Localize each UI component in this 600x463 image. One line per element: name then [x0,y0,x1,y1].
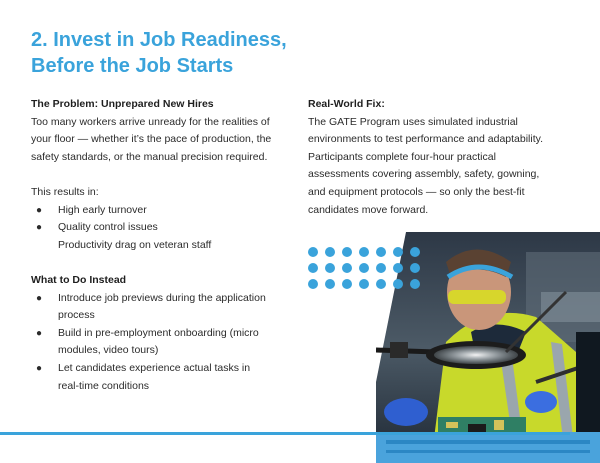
bullet-icon: ● [36,292,43,304]
results-item-text: High early turnover [58,203,147,216]
list-item [31,325,296,360]
fix-line: environments to test performance and adaptability. [308,133,544,146]
fix-line: assessments covering assembly, safety, gowning, [308,168,540,181]
problem-heading: The Problem: Unprepared New Hires [31,98,214,110]
title-line-2: Before the Job Starts [31,55,234,77]
left-column [31,96,296,395]
results-item-text: Quality control issues [58,221,158,234]
bullet-icon: ● [36,222,43,234]
list-item [31,219,296,254]
results-list [31,202,296,255]
instead-list [31,290,296,396]
problem-line: Too many workers arrive unready for the realities of [31,115,270,128]
bullet-icon: ● [36,327,43,339]
bullet-icon: ● [36,362,43,374]
fix-line: candidates move forward. [308,203,429,216]
results-intro [31,184,296,202]
bullet-icon: ● [36,204,43,216]
footer-divider [0,432,570,435]
list-item [31,360,296,395]
list-item [31,202,296,220]
results-item-text: Productivity drag on veteran staff [58,238,212,251]
instead-item-text: modules, video tours) [58,344,159,357]
fix-line: Participants complete four-hour practical [308,150,496,163]
instead-heading: What to Do Instead [31,273,127,286]
fix-line: and equipment protocols — so only the best-fit [308,185,525,198]
list-item [31,290,296,325]
instead-item-text: Let candidates experience actual tasks in [58,361,251,374]
fix-line: The GATE Program uses simulated industrial [308,115,518,128]
right-column [308,96,578,219]
decorative-dot-grid [308,247,420,289]
fix-heading: Real-World Fix: [308,98,385,110]
instead-item-text: Introduce job previews during the application [58,291,266,304]
fix-paragraph [308,114,578,220]
problem-paragraph [31,114,296,167]
page-title [31,27,351,79]
instead-item-text: process [58,309,95,322]
title-line-1: 2. Invest in Job Readiness, [31,29,287,51]
problem-line: your floor — whether it’s the pace of production, the [31,133,272,146]
instead-item-text: real-time conditions [58,379,150,392]
instead-item-text: Build in pre-employment onboarding (micro [58,326,259,339]
results-intro-text: This results in: [31,185,99,198]
problem-line: safety standards, or the manual precision required. [31,150,268,163]
